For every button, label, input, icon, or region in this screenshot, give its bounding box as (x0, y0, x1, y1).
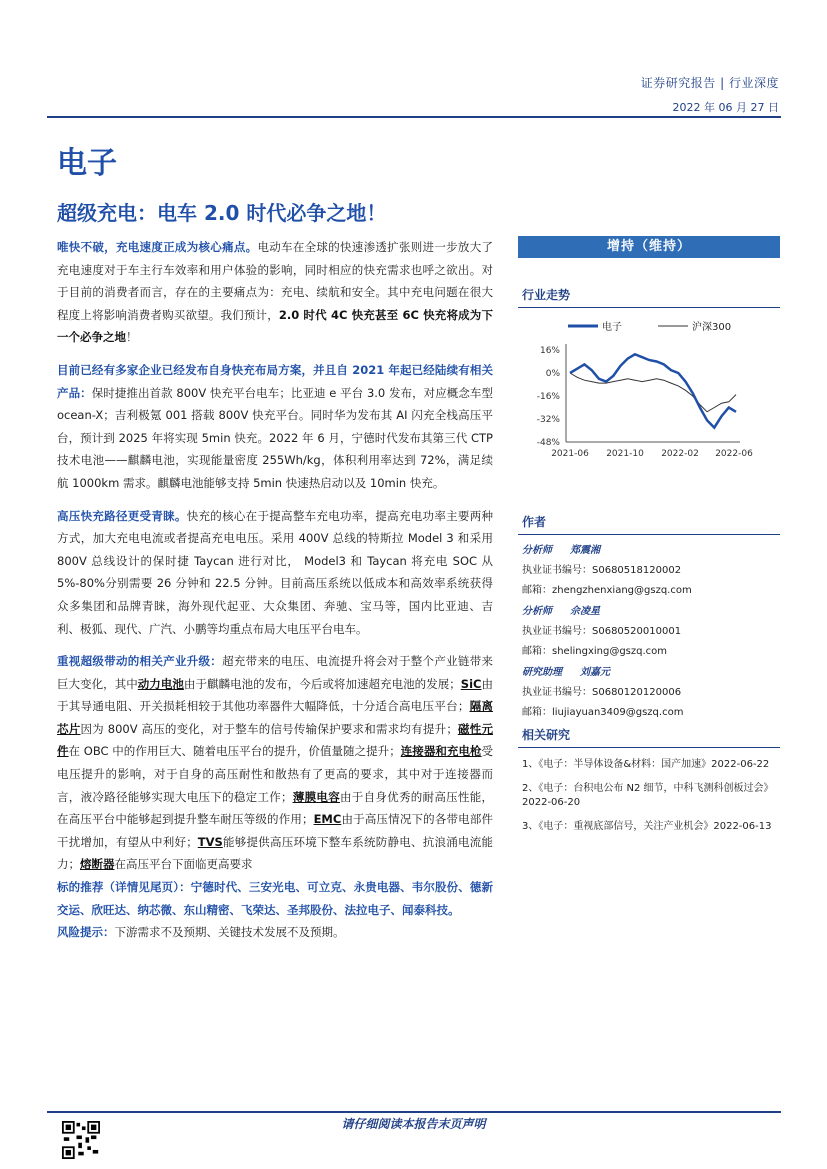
keyword-sic: SiC (460, 676, 482, 691)
author-cert: 执业证书编号：S0680518120002 (522, 565, 682, 576)
y-tick-label: -16% (536, 392, 560, 402)
paragraph-3 (57, 505, 493, 641)
header-divider (47, 116, 781, 118)
x-tick-label: 2021-06 (551, 449, 589, 459)
p2-text: 保时捷推出首款 800V 快充平台电车；比亚迪 e 平台 3.0 发布，对应概念车型 ocean-X；吉利极氪 001 搭载 800V 快充平台。同时华为发布其 AI 闪充全栈高压平台，预计到 2025 年将实现 5min 快充。2022 年 6 月，宁德时代发布其第三代 CTP 技术电池——麒麟电池，实现能量密度 255Wh/kg，体积利用率达到 72%，满足续航 1000km 需求。麒麟电池能够支持 5min 快速热启动以及 10min 快充。 (57, 385, 493, 490)
author-row (518, 541, 780, 556)
p5-recommendations: 标的推荐（详情见尾页）：宁德时代、三安光电、可立克、永贵电器、韦尔股份、德新交运、欣旺达、纳芯微、东山精密、飞荣达、圣邦股份、法拉电子、闻泰科技。 (57, 880, 493, 917)
author-block-2 (518, 602, 780, 657)
x-tick-label: 2022-02 (661, 449, 699, 459)
p4-t6: 受电压提升的影响，对于自身的高压耐性和散热有了更高的要求，其中对于连接器而言，液冷路径能够实现大电压下的稳定工作； (57, 744, 494, 804)
report-type-line (641, 74, 779, 91)
author-cert: 执业证书编号：S0680120120006 (522, 687, 682, 698)
author-row (518, 602, 780, 617)
author-name: 佘凌星 (570, 606, 600, 617)
p4-t7: 由于自身优秀的耐高压性能，在高压平台中能够起到提升整车耐压等级的作用； (57, 789, 494, 827)
p3-text: 快充的核心在于提高整车充电功率，提高充电功率主要两种方式，加大充电电流或者提高充电电压。采用 400V 总线的特斯拉 Model 3 和采用 800V 总线设计的保时捷 Taycan 进行对比， Model3 和 Taycan 将充电 SOC 从 5%-80%分别需要 26 分钟和 22.5 分钟。目前高压系统以低成本和高效率系统获得众多集团和品牌青睐，海外现代起亚、大众集团、奔驰、宝马等，国内比亚迪、吉利、极狐、现代、广汽、小鹏等均重点布局大电压平台电车。 (57, 508, 494, 636)
sidebar (518, 236, 780, 834)
author-cert: 执业证书编号：S0680520010001 (522, 626, 682, 637)
footer-disclaimer: 请仔细阅读本报告末页声明 (341, 1117, 486, 1131)
author-role: 分析师 (522, 606, 552, 617)
trend-chart-svg (518, 314, 780, 464)
p3-lead: 高压快充路径更受青睐。 (57, 508, 187, 523)
p4-t1: 超充带来的电压、电流提升将会对于整个产业链带来巨大变化，其中 (57, 654, 494, 691)
series-line-csi300 (570, 373, 736, 412)
keyword-isolation-chip: 隔离芯片 (57, 699, 494, 736)
paragraph-6 (57, 921, 493, 944)
p4-t10: 在高压平台下面临更高要求 (114, 857, 253, 872)
author-email[interactable]: 邮箱：shelingxing@gszq.com (522, 646, 668, 657)
author-role: 分析师 (522, 545, 552, 556)
x-tick-label: 2022-06 (715, 449, 753, 459)
author-email[interactable]: 邮箱：liujiayuan3409@gszq.com (522, 707, 684, 718)
author-name: 刘嘉元 (580, 667, 610, 678)
trend-title: 行业走势 (518, 286, 780, 308)
report-subtype: 行业深度 (728, 76, 779, 90)
p1-text: 电动车在全球的快速渗透扩张则进一步放大了充电速度对于车主行车效率和用户体验的影响，同时相应的快充需求也呼之欲出。对于目前的消费者而言，存在的主要痛点为：充电、续航和安全。其中充电问题在很大程度上将影响消费者购买欲望。我们预计， (57, 240, 494, 322)
research-item[interactable]: 3、《电子：重视底部信号，关注产业机会》2022-06-13 (522, 821, 772, 832)
p4-t5: 在 OBC 中的作用巨大、随着电压平台的提升，价值量随之提升； (68, 744, 401, 759)
p1-end: ！ (126, 330, 138, 345)
y-tick-labels (537, 346, 561, 448)
main-body (57, 236, 493, 944)
p1-lead: 唯快不破，充电速度正成为核心痛点。 (57, 240, 258, 254)
p4-t8: 由于高压情况下的各带电部件干扰增加，有望从中利好； (57, 812, 494, 849)
p6-text: 下游需求不及预期、关键技术发展不及预期。 (114, 925, 345, 940)
legend-label-csi300: 沪深300 (692, 322, 732, 333)
keyword-tvs: TVS (197, 834, 223, 849)
research-item[interactable]: 2、《电子：台积电公布 N2 细节，中科飞测科创板过会》2022-06-20 (522, 783, 774, 808)
report-headline: 超级充电：电车 2.0 时代必争之地！ (57, 201, 387, 225)
y-tick-label: 16% (539, 346, 560, 356)
paragraph-5 (57, 876, 493, 921)
y-tick-label: 0% (545, 369, 560, 379)
x-tick-labels (551, 449, 753, 459)
author-role: 研究助理 (522, 667, 562, 678)
paragraph-4 (57, 650, 493, 876)
author-name: 郑震湘 (570, 545, 600, 556)
trend-chart (518, 314, 780, 467)
keyword-fuse: 熔断器 (80, 857, 115, 872)
legend-label-electronics: 电子 (602, 322, 622, 333)
y-tick-label: -48% (536, 438, 560, 448)
p4-t9: 能够提供高压环境下整车系统防静电、抗浪涌电流能力； (57, 834, 494, 872)
p4-t4: 因为 800V 高压的变化，对于整车的信号传输保护要求和需求均有提升； (80, 721, 458, 736)
author-email[interactable]: 邮箱：zhengzhenxiang@gszq.com (522, 585, 692, 596)
authors-title: 作者 (518, 513, 780, 535)
research-title: 相关研究 (518, 726, 780, 748)
header-separator: | (720, 76, 725, 90)
keyword-emc: EMC (313, 812, 342, 827)
p4-t2: 由于麒麟电池的发布，今后或将加速超充电池的发展； (183, 676, 461, 691)
report-type: 证券研究报告 (640, 76, 716, 90)
research-item[interactable]: 1、《电子：半导体设备&材料：国产加速》2022-06-22 (522, 759, 770, 770)
report-date: 2022 年 06 月 27 日 (672, 101, 779, 114)
p1-bold: 2.0 时代 4C 快充甚至 6C 快充将成为下一个必争之地 (57, 307, 493, 345)
author-block-3 (518, 663, 780, 718)
rating-badge: 增持（维持） (518, 236, 780, 258)
p6-lead: 风险提示： (57, 925, 115, 940)
p2-lead: 目前已经有多家企业已经发布自身快充布局方案，并且自 2021 年起已经陆续有相关产品： (57, 362, 493, 400)
x-tick-label: 2021-10 (606, 449, 644, 459)
author-row (518, 663, 780, 678)
p4-t3: 由于其导通电阻、开关损耗相较于其他功率器件大幅降低，十分适合高电压平台； (57, 676, 494, 714)
keyword-film-capacitor: 薄膜电容 (292, 789, 341, 804)
paragraph-1 (57, 236, 493, 349)
paragraph-2 (57, 359, 493, 495)
report-header (641, 74, 779, 115)
series-line-electronics (570, 354, 736, 427)
keyword-power-battery: 动力电池 (137, 676, 184, 691)
keyword-magnetic: 磁性元件 (57, 721, 494, 759)
footer-divider (47, 1111, 781, 1113)
industry-title: 电子 (57, 146, 117, 181)
p4-lead: 重视超级带动的相关产业升级： (57, 654, 223, 669)
keyword-connector: 连接器和充电枪 (400, 744, 482, 759)
y-tick-label: -32% (536, 415, 560, 425)
author-block-1 (518, 541, 780, 596)
